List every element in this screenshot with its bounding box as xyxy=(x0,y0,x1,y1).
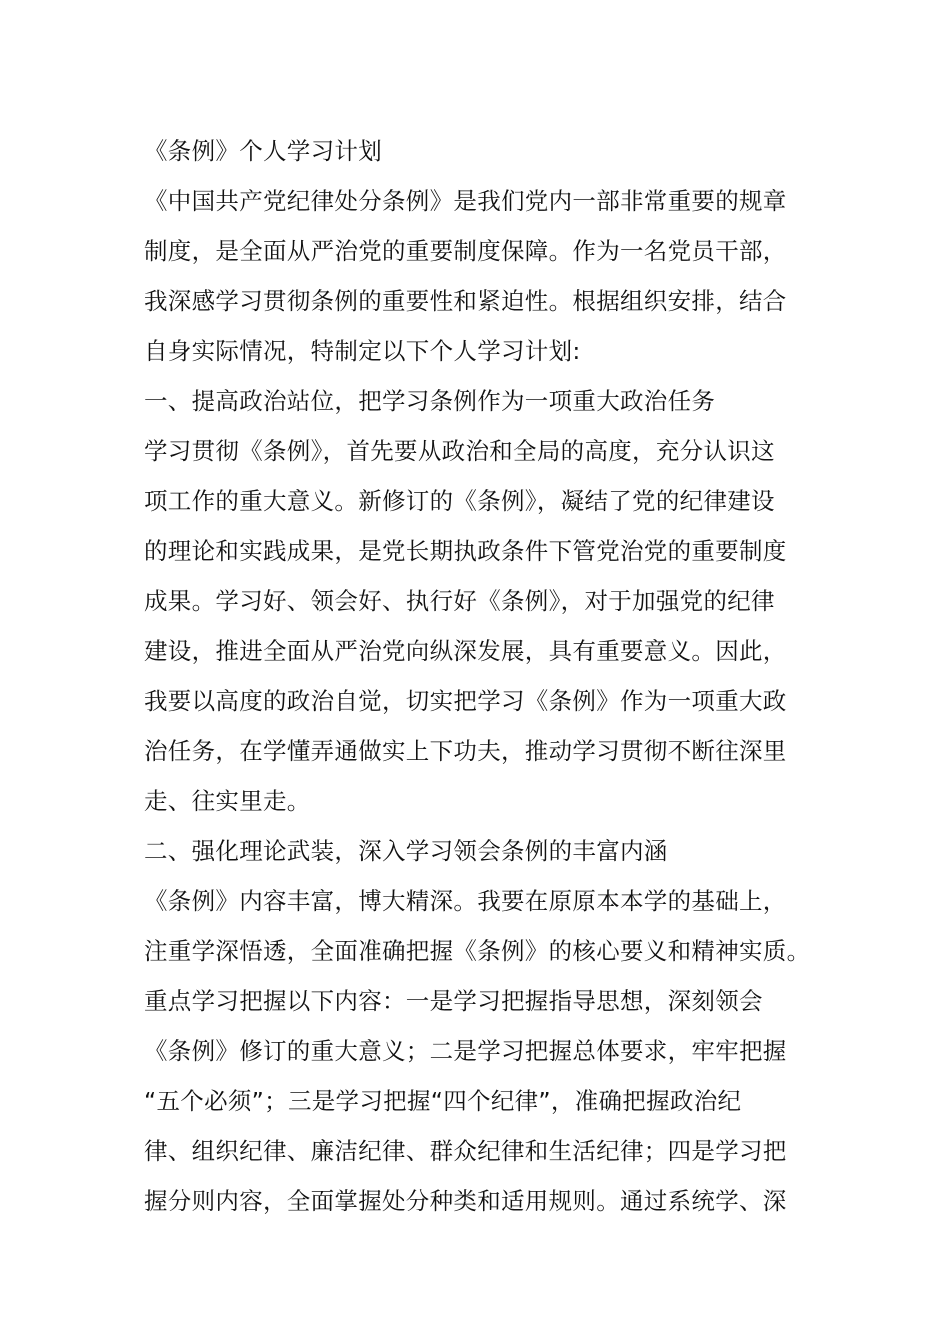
text-line: 律、组织纪律、廉洁纪律、群众纪律和生活纪律；四是学习把 xyxy=(144,1137,787,1165)
text-line: 《条例》修订的重大意义；二是学习把握总体要求，牢牢把握 xyxy=(144,1037,787,1065)
text-line: 握分则内容，全面掌握处分种类和适用规则。通过系统学、深 xyxy=(144,1187,787,1215)
text-line: 学习贯彻《条例》，首先要从政治和全局的高度，充分认识这 xyxy=(144,437,775,465)
text-line: 《中国共产党纪律处分条例》是我们党内一部非常重要的规章 xyxy=(144,187,787,215)
text-line: 的理论和实践成果，是党长期执政条件下管党治党的重要制度 xyxy=(144,537,787,565)
text-line: 制度，是全面从严治党的重要制度保障。作为一名党员干部， xyxy=(144,237,787,265)
text-line: “五个必须”；三是学习把握“四个纪律”，准确把握政治纪 xyxy=(144,1087,742,1115)
text-line: 重点学习把握以下内容：一是学习把握指导思想，深刻领会 xyxy=(144,987,763,1015)
text-line: 我要以高度的政治自觉，切实把学习《条例》作为一项重大政 xyxy=(144,687,787,715)
text-line: 建设，推进全面从严治党向纵深发展，具有重要意义。因此， xyxy=(144,637,787,665)
section-heading: 二、强化理论武装，深入学习领会条例的丰富内涵 xyxy=(144,837,668,865)
document-title: 《条例》个人学习计划 xyxy=(144,137,382,165)
text-line: 项工作的重大意义。新修订的《条例》，凝结了党的纪律建设 xyxy=(144,487,775,515)
text-line: 自身实际情况，特制定以下个人学习计划: xyxy=(144,337,581,365)
text-line: 注重学深悟透，全面准确把握《条例》的核心要义和精神实质。 xyxy=(144,937,811,965)
text-line: 成果。学习好、领会好、执行好《条例》，对于加强党的纪律 xyxy=(144,587,775,615)
text-line: 《条例》内容丰富，博大精深。我要在原原本本学的基础上， xyxy=(144,887,787,915)
section-heading: 一、提高政治站位，把学习条例作为一项重大政治任务 xyxy=(144,387,716,415)
text-line: 治任务，在学懂弄通做实上下功夫，推动学习贯彻不断往深里 xyxy=(144,737,787,765)
text-line: 走、往实里走。 xyxy=(144,787,311,815)
text-line: 我深感学习贯彻条例的重要性和紧迫性。根据组织安排，结合 xyxy=(144,287,787,315)
